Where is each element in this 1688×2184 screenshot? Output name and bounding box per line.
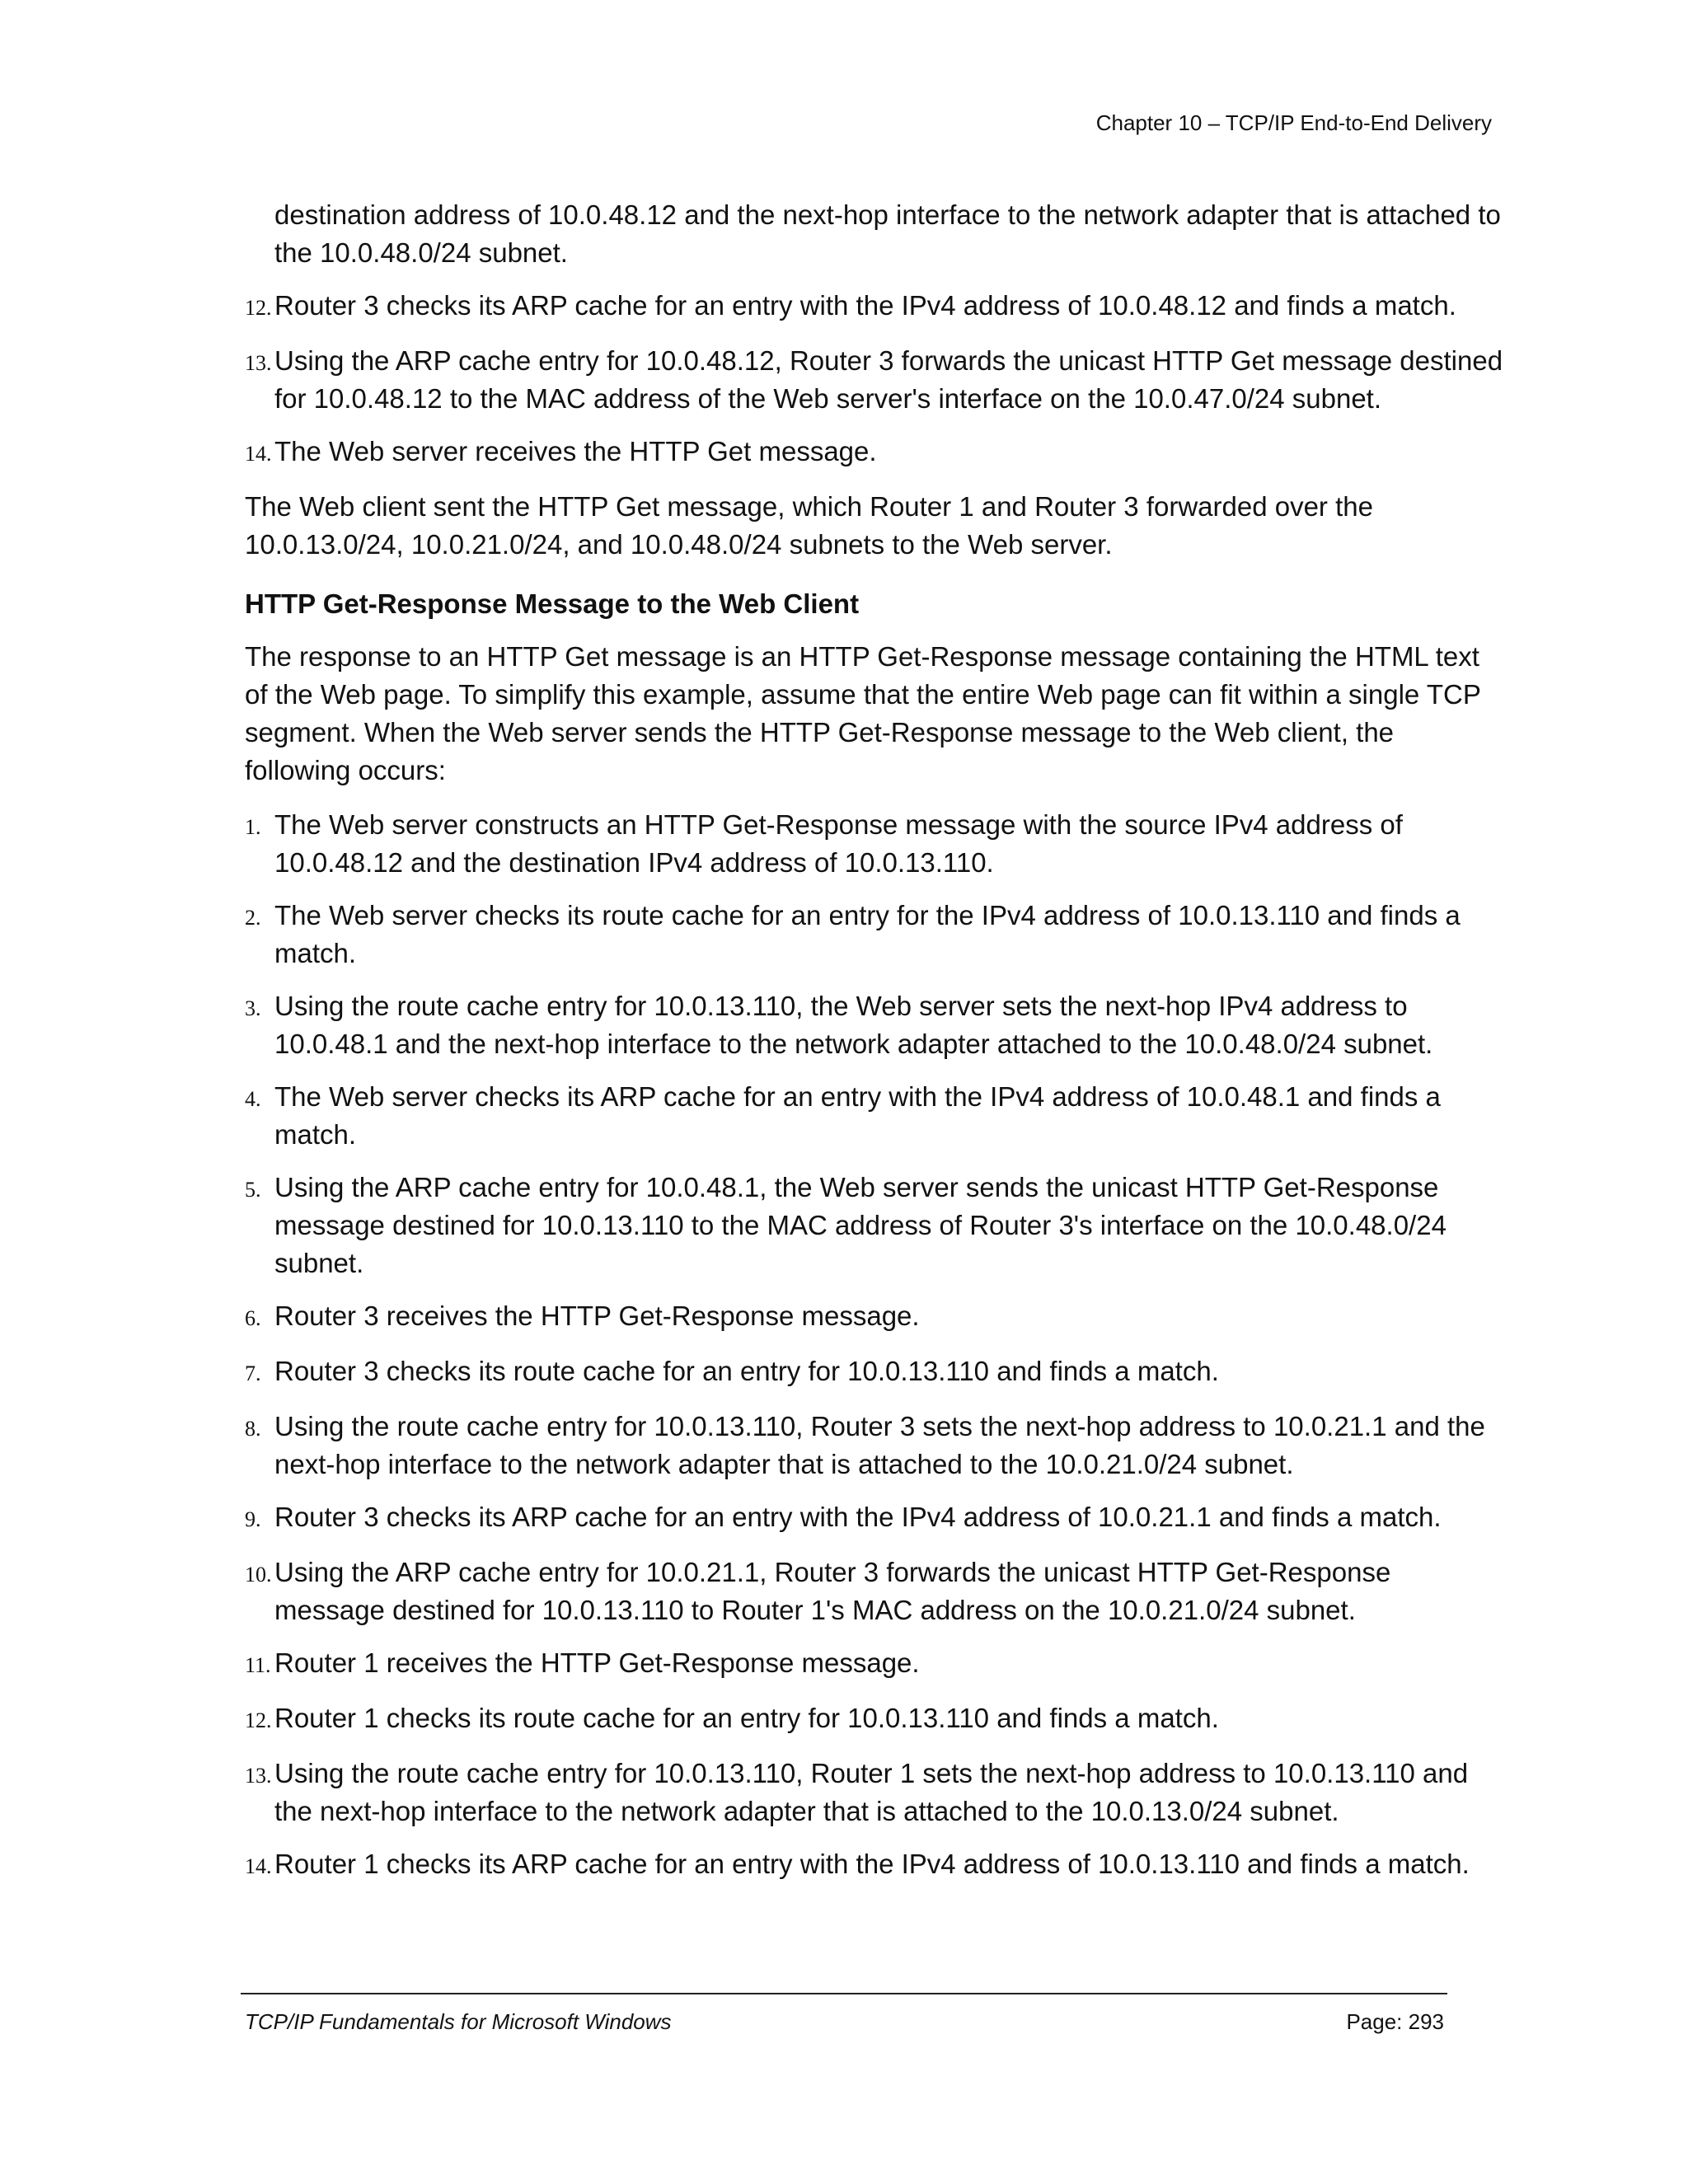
step-number: 2. (245, 906, 261, 930)
list-item (245, 1169, 1506, 1282)
list-item (245, 1845, 1506, 1886)
list-item (245, 342, 1506, 418)
step-text: The Web server checks its route cache for an entry for the IPv4 address of 10.0.13.110 and finds a match. (274, 900, 1461, 968)
step-number: 4. (245, 1087, 261, 1111)
list-item (245, 1297, 1506, 1338)
step-number: 11. (245, 1653, 271, 1677)
step-text: Using the ARP cache entry for 10.0.48.1, the Web server sends the unicast HTTP Get-Response message destined for 10.0.13.110 to the MAC address of Router 3's interface on the 10.0.48.0/24 subnet. (274, 1172, 1447, 1278)
step-number: 1. (245, 815, 261, 839)
step-number: 7. (245, 1361, 261, 1385)
step-text: Router 3 checks its route cache for an entry for 10.0.13.110 and finds a match. (274, 1356, 1219, 1386)
list-item (245, 987, 1506, 1063)
section-heading: HTTP Get-Response Message to the Web Client (245, 588, 860, 619)
step-number: 9. (245, 1507, 261, 1531)
list-item (245, 1699, 1506, 1740)
step-number: 10. (245, 1563, 272, 1586)
list-item (245, 1498, 1506, 1539)
step-number: 8. (245, 1417, 261, 1441)
step-text: Router 3 checks its ARP cache for an entry with the IPv4 address of 10.0.48.12 and finds a match. (274, 290, 1456, 321)
step-text: Using the ARP cache entry for 10.0.48.12, Router 3 forwards the unicast HTTP Get message destined for 10.0.48.12 to the MAC address of the Web server's interface on the 10.0.47.0/24 subnet. (274, 345, 1503, 414)
list-item (245, 1408, 1506, 1483)
list-item (245, 1644, 1506, 1685)
list-item (245, 1078, 1506, 1154)
get-steps-list (245, 287, 1506, 473)
chapter-header: Chapter 10 – TCP/IP End-to-End Delivery (1095, 110, 1492, 135)
footer-page-number: Page: 293 (1346, 2009, 1444, 2034)
summary-paragraph: The Web client sent the HTTP Get message, which Router 1 and Router 3 forwarded over the 10.0.13.0/24, 10.0.21.0/24, and 10.0.48.0/24 subnets to the Web server. (245, 491, 1373, 560)
step-text: The Web server checks its ARP cache for an entry with the IPv4 address of 10.0.48.1 and finds a match. (274, 1081, 1441, 1150)
step-text: The Web server receives the HTTP Get message. (274, 436, 877, 466)
step-text: Router 1 checks its ARP cache for an entry with the IPv4 address of 10.0.13.110 and finds a match. (274, 1849, 1470, 1879)
step-text: Router 1 receives the HTTP Get-Response message. (274, 1647, 920, 1678)
list-item (245, 287, 1506, 327)
intro-paragraph: The response to an HTTP Get message is an HTTP Get-Response message containing the HTML text of the Web page. To simplify this example, assume that the entire Web page can fit within a single TCP segment. When the Web server sends the HTTP Get-Response message to the Web client, the following occurs: (245, 641, 1481, 785)
list-item (245, 1352, 1506, 1393)
footer-divider (241, 1993, 1447, 1994)
page-content (245, 196, 1506, 1900)
step-number: 5. (245, 1178, 261, 1202)
list-item (245, 806, 1506, 882)
step-text: Router 1 checks its route cache for an entry for 10.0.13.110 and finds a match. (274, 1703, 1219, 1733)
continued-step-text: destination address of 10.0.48.12 and the next-hop interface to the network adapter that is attached to the 10.0.48.0/24 subnet. (274, 199, 1501, 268)
step-text: Using the route cache entry for 10.0.13.110, Router 3 sets the next-hop address to 10.0.21.1 and the next-hop interface to the network adapter that is attached to the 10.0.21.0/24 subnet. (274, 1411, 1485, 1479)
list-item (245, 433, 1506, 473)
list-item (245, 1755, 1506, 1830)
list-item (245, 1554, 1506, 1629)
step-number: 13. (245, 1764, 272, 1788)
step-number: 3. (245, 996, 261, 1020)
response-steps-list (245, 806, 1506, 1886)
step-number: 6. (245, 1306, 261, 1330)
footer-book-title: TCP/IP Fundamentals for Microsoft Windows (245, 2009, 672, 2034)
list-item (245, 897, 1506, 972)
step-number: 13. (245, 351, 272, 375)
step-text: Using the route cache entry for 10.0.13.110, Router 1 sets the next-hop address to 10.0.13.110 and the next-hop interface to the network adapter that is attached to the 10.0.13.0/24 subnet. (274, 1758, 1469, 1826)
step-text: Router 3 checks its ARP cache for an entry with the IPv4 address of 10.0.21.1 and finds a match. (274, 1502, 1442, 1532)
step-text: The Web server constructs an HTTP Get-Response message with the source IPv4 address of 10.0.48.12 and the destination IPv4 address of 10.0.13.110. (274, 809, 1403, 878)
step-text: Router 3 receives the HTTP Get-Response message. (274, 1301, 920, 1331)
step-number: 12. (245, 1708, 272, 1732)
step-number: 12. (245, 296, 272, 320)
step-text: Using the ARP cache entry for 10.0.21.1, Router 3 forwards the unicast HTTP Get-Response message destined for 10.0.13.110 to Router 1's MAC address on the 10.0.21.0/24 subnet. (274, 1557, 1391, 1625)
step-text: Using the route cache entry for 10.0.13.110, the Web server sets the next-hop IPv4 address to 10.0.48.1 and the next-hop interface to the network adapter attached to the 10.0.48.0/24 subnet. (274, 991, 1433, 1059)
step-number: 14. (245, 1854, 272, 1878)
step-number: 14. (245, 442, 272, 466)
